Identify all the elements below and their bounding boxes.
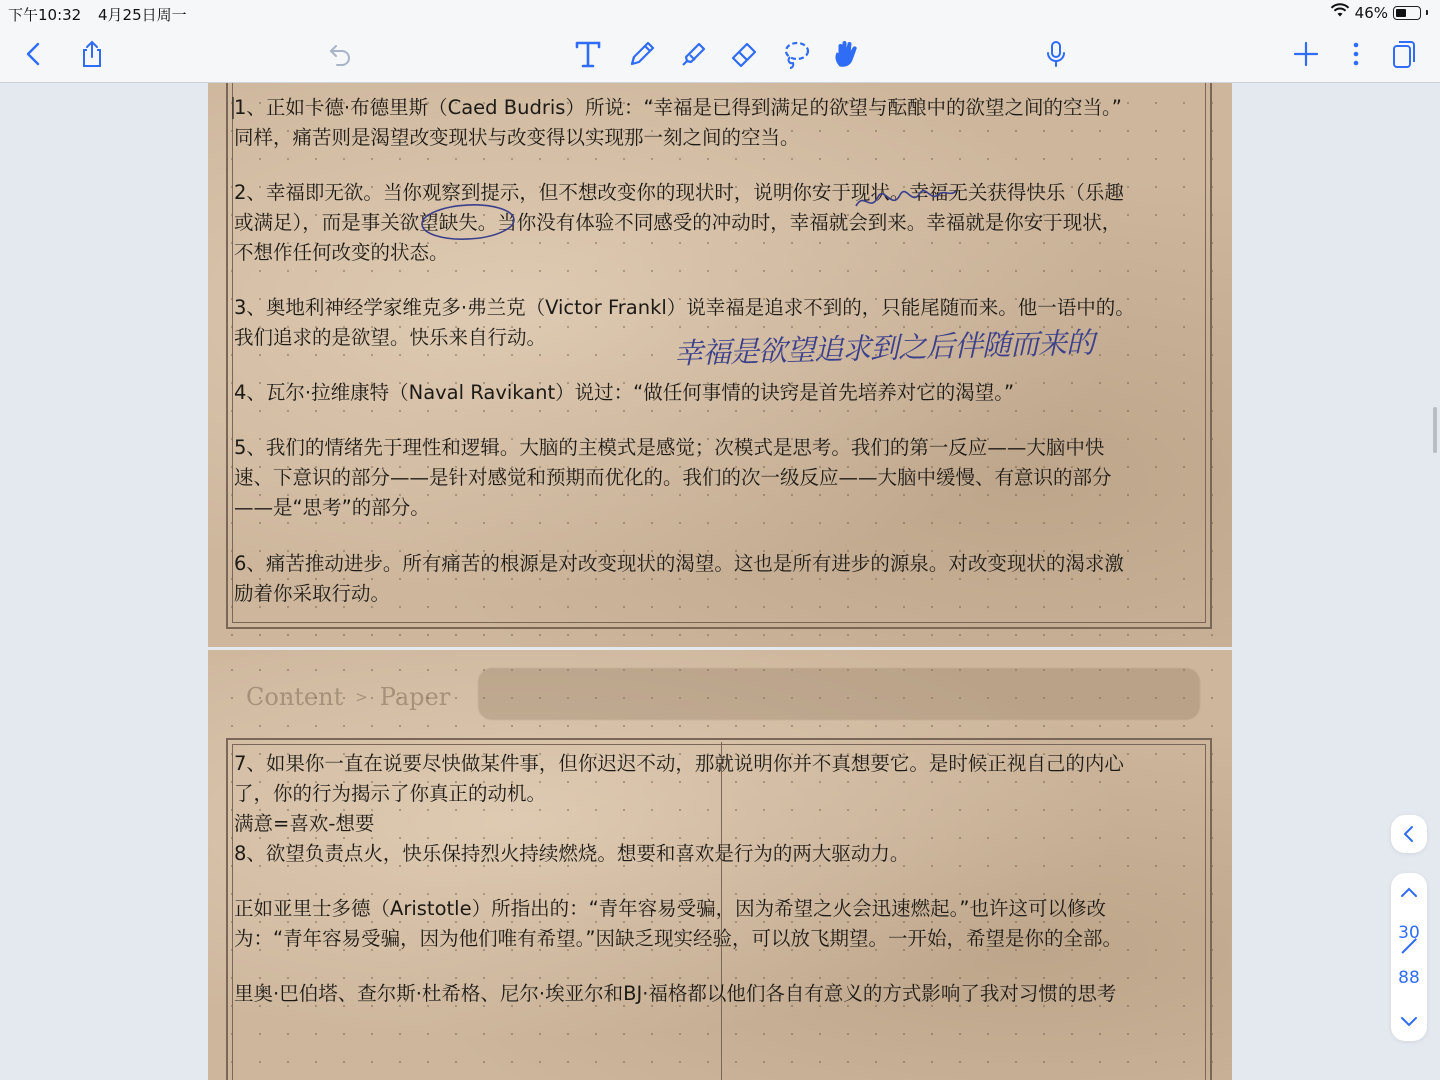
pages-icon[interactable] [1384,34,1424,74]
breadcrumb-paper: Paper [379,683,451,711]
paragraph-9[interactable]: 里奥·巴伯塔、查尔斯·杜希格、尼尔·埃亚尔和BJ·福格都以他们各自有意义的方式影响了我对习惯的思考 [234,982,1117,1005]
paragraph-2[interactable]: 2、幸福即无欲。当你观察到提示，但不想改变你的现状时，说明你安于现状。幸福无关获得快乐（乐趣 或满足），而是事关欲望缺失。当你没有体验不同感受的冲动时，幸福就会到来。幸福就是你安于现状， 不想作任何改变的状态。 [234,181,1124,264]
paragraph-6[interactable]: 6、痛苦推动进步。所有痛苦的根源是对改变现状的渴望。这也是所有进步的源泉。对改变现状的渴求激 励着你采取行动。 [234,552,1124,605]
page-navigator [1391,873,1427,1041]
chevron-left-icon [1402,825,1416,843]
chevron-down-icon [1400,1016,1418,1028]
lasso-icon[interactable] [776,34,816,74]
breadcrumb: Content > Paper [246,683,451,711]
undo-icon[interactable] [320,34,360,74]
paragraph-5[interactable]: 5、我们的情绪先于理性和逻辑。大脑的主模式是感觉；次模式是思考。我们的第一反应——大脑中快 速、下意识的部分——是针对感觉和预期而优化的。我们的次一级反应——大脑中缓慢、有意识的部分 ——是“思考”的部分。 [234,436,1112,519]
battery-icon [1393,6,1421,20]
collapse-panel-button[interactable] [1391,815,1427,853]
prev-page-button[interactable] [1391,879,1427,905]
microphone-icon[interactable] [1036,34,1076,74]
paragraph-1[interactable]: 1、正如卡德·布德里斯（Caed Budris）所说：“幸福是已得到满足的欲望与酝酿中的欲望之间的空当。” 同样，痛苦则是渴望改变现状与改变得以实现那一刻之间的空当。 [234,96,1122,149]
status-bar [0,0,1440,26]
paragraph-3[interactable]: 3、奥地利神经学家维克多·弗兰克（Victor Frankl）说幸福是追求不到的，只能尾随而来。他一语中的。 我们追求的是欲望。快乐来自行动。 [234,296,1135,349]
paragraph-4[interactable]: 4、瓦尔·拉维康特（Naval Ravikant）说过：“做任何事情的诀窍是首先培养对它的渴望。” [234,381,1015,404]
breadcrumb-content: Content [246,683,344,711]
note-page-2[interactable] [208,650,1232,1080]
page-title-bar [478,668,1200,720]
toolbar [0,26,1440,83]
current-page: 30 [1398,923,1420,943]
hand-gesture-icon[interactable] [826,34,866,74]
note-page-1[interactable] [208,83,1232,647]
paragraph-8[interactable]: 正如亚里士多德（Aristotle）所指出的：“青年容易受骗，因为希望之火会迅速燃起。”也许这可以修改 为：“青年容易受骗，因为他们唯有希望。”因缺乏现实经验，可以放飞期望。一开始，希望是你的全部。 [234,897,1122,950]
status-time: 下午10:32 [8,6,82,24]
back-icon[interactable] [14,34,54,74]
pen-icon[interactable] [622,34,662,74]
more-icon[interactable] [1336,34,1376,74]
scrollbar[interactable] [1433,407,1437,453]
wifi-icon [1330,3,1350,22]
add-icon[interactable] [1286,34,1326,74]
text-tool-icon[interactable] [568,34,608,74]
share-icon[interactable] [72,34,112,74]
status-indicators [1330,3,1428,22]
highlighter-icon[interactable] [674,34,714,74]
chevron-up-icon [1400,886,1418,898]
paragraph-7[interactable]: 7、如果你一直在说要尽快做某件事，但你迟迟不动，那就说明你并不真想要它。是时候正视自己的内心 了，你的行为揭示了你真正的动机。 满意=喜欢-想要 8、欲望负责点火，快乐保持烈火持续燃烧。想要和喜欢是行为的两大驱动力。 [234,752,1124,865]
battery-percent: 46% [1354,3,1388,22]
next-page-button[interactable] [1391,1009,1427,1035]
handwritten-note: 幸福是欲望追求到之后伴随而来的 [673,325,1095,371]
status-date: 4月25日周一 [98,6,187,24]
total-pages: 88 [1398,968,1420,988]
eraser-icon[interactable] [724,34,764,74]
